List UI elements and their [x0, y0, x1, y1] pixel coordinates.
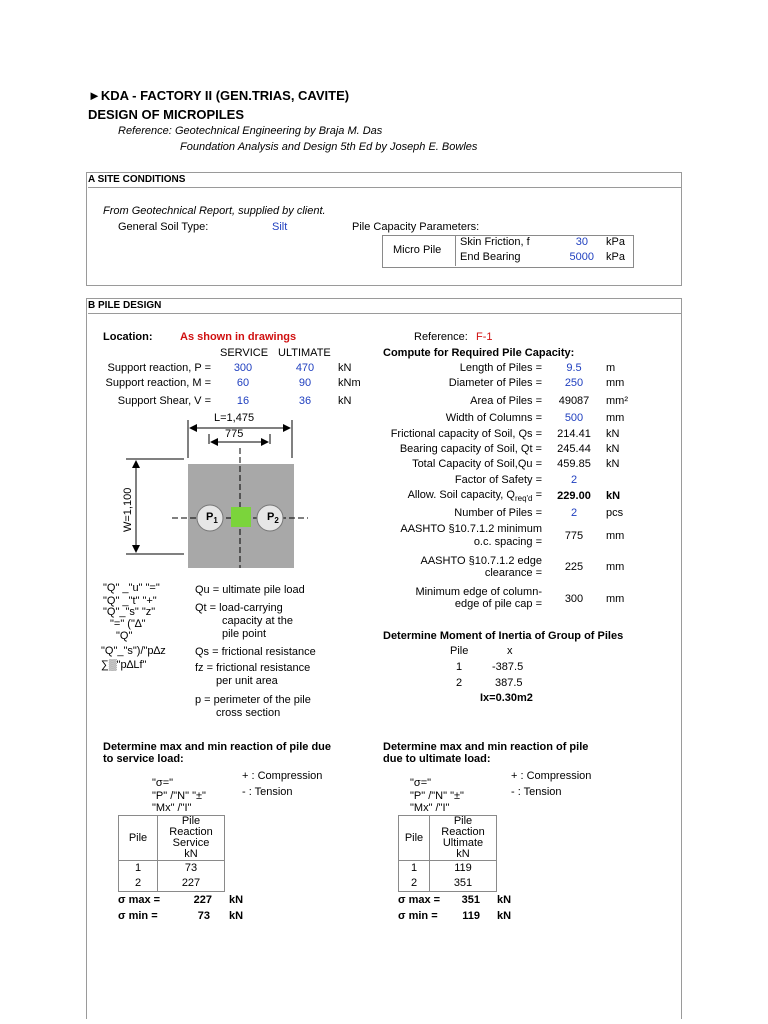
reference-label: Reference: — [118, 125, 172, 137]
inertia-title: Determine Moment of Inertia of Group of Piles — [383, 630, 624, 642]
capacity-label: Total Capacity of Soil,Qu = — [412, 458, 542, 470]
pile-1-label — [206, 511, 218, 525]
capacity-label: Number of Piles = — [454, 507, 542, 519]
table-cell: 119 — [454, 862, 472, 874]
equation-garble: "Q"_"s" "z" — [103, 606, 156, 618]
load-label: Support reaction, M = — [105, 377, 211, 389]
sigma-max-unit: kN — [497, 894, 512, 906]
sigma-formula: "Mx" /"I" — [410, 802, 450, 814]
legend-qu: Qu = ultimate pile load — [195, 584, 305, 596]
allow-capacity-sub: req'd — [514, 494, 533, 504]
table-cell: 351 — [453, 877, 473, 889]
pile-design-header-bar — [88, 299, 681, 314]
aashto-spacing-unit: mm — [606, 530, 625, 542]
sigma-formula: "Mx" /"I" — [152, 802, 192, 814]
load-unit: kN — [338, 395, 352, 407]
capacity-label: Diameter of Piles = — [448, 377, 542, 389]
load-ultimate: 90 — [298, 377, 312, 389]
sigma-min-label: σ min = — [118, 910, 158, 922]
capacity-value: 9.5 — [566, 362, 582, 374]
capacity-value: 214.41 — [557, 428, 591, 440]
reaction-col — [158, 861, 225, 892]
end-bearing-value: 5000 — [569, 251, 594, 263]
sigma-min-value: 119 — [462, 910, 480, 922]
load-unit: kNm — [338, 377, 361, 389]
load-label: Support reaction, P = — [107, 362, 211, 374]
table-cell: 2 — [134, 877, 142, 889]
col-pile-header: Pile — [119, 816, 158, 861]
pile-2-label — [267, 511, 279, 525]
capacity-unit: kN — [606, 458, 620, 470]
pile-col — [119, 861, 158, 892]
soil-type-label: General Soil Type: — [118, 221, 209, 233]
ultimate-reaction-title: Determine max and min reaction of pile — [383, 741, 589, 753]
table-cell: 227 — [181, 877, 201, 889]
service-reaction-title: to service load: — [103, 753, 184, 765]
capacity-value: 459.85 — [557, 458, 591, 470]
reaction-header-line: Service — [172, 837, 210, 849]
capacity-label: Width of Columns = — [445, 412, 542, 424]
ultimate-reaction-table — [398, 815, 497, 892]
load-ultimate: 470 — [295, 362, 315, 374]
aashto-edge-unit: mm — [606, 561, 625, 573]
reaction-header-unit: kN — [456, 848, 470, 860]
capacity-unit: mm — [606, 412, 625, 424]
col-reaction-header — [158, 816, 225, 861]
capacity-label — [350, 489, 542, 503]
length-dimension: L=1,475 — [214, 412, 255, 424]
inertia-result: Ix=0.30m2 — [480, 692, 533, 704]
service-reaction-title: Determine max and min reaction of pile due — [103, 741, 331, 753]
capacity-unit — [606, 395, 628, 407]
capacity-unit: mm² — [606, 395, 628, 407]
site-note: From Geotechnical Report, supplied by client. — [103, 205, 326, 217]
sigma-formula: "σ=" — [152, 777, 174, 789]
load-ultimate: 36 — [298, 395, 312, 407]
equation-garble: "Q" — [116, 630, 133, 642]
capacity-label: Frictional capacity of Soil, Qs = — [390, 428, 542, 440]
pile-2-label-sub: 2 — [274, 516, 279, 526]
inertia-row-pile: 2 — [456, 677, 463, 689]
service-header: SERVICE — [220, 347, 269, 359]
sigma-formula: "P" /"N" "±" — [152, 790, 206, 802]
location-label: Location: — [103, 331, 153, 343]
capacity-unit: kN — [606, 428, 620, 440]
load-unit: kN — [338, 362, 352, 374]
load-service: 60 — [236, 377, 250, 389]
pile-type: Micro Pile — [393, 244, 442, 256]
site-conditions-heading: A SITE CONDITIONS — [88, 174, 186, 185]
table-cell: 1 — [410, 862, 418, 874]
table-cell: 73 — [184, 862, 198, 874]
soil-type-value: Silt — [272, 221, 288, 233]
pile-design-heading: B PILE DESIGN — [88, 300, 162, 311]
reference-f-value: F-1 — [476, 331, 493, 343]
project-title: ►KDA - FACTORY II (GEN.TRIAS, CAVITE) — [88, 88, 350, 103]
width-dimension — [100, 456, 134, 532]
aashto-spacing-label-2: o.c. spacing = — [473, 536, 542, 548]
inertia-col-pile: Pile — [450, 645, 469, 657]
col-reaction-header — [430, 816, 497, 861]
min-edge-label-2: edge of pile cap = — [454, 598, 542, 610]
sigma-formula: "σ=" — [410, 777, 432, 789]
column — [231, 507, 251, 527]
skin-friction-label: Skin Friction, f — [460, 236, 530, 248]
capacity-unit: m — [606, 362, 616, 374]
min-edge-value: 300 — [564, 593, 584, 605]
reaction-col — [430, 861, 497, 892]
capacity-unit: pcs — [606, 507, 624, 519]
ultimate-header: ULTIMATE — [278, 347, 331, 359]
capacity-value: 245.44 — [557, 443, 591, 455]
skin-friction-unit: kPa — [606, 236, 625, 248]
capacity-label: Area of Piles = — [470, 395, 542, 407]
legend-p: cross section — [216, 707, 281, 719]
col-pile-header: Pile — [399, 816, 430, 861]
reference-f-label: Reference: — [414, 331, 468, 343]
pile-2-label-text: P — [267, 511, 275, 523]
ultimate-reaction-title: due to ultimate load: — [383, 753, 491, 765]
sigma-max-label: σ max = — [398, 894, 441, 906]
reference-1: Geotechnical Engineering by Braja M. Das — [175, 125, 383, 137]
load-service: 300 — [233, 362, 253, 374]
table-cell: 2 — [410, 877, 418, 889]
legend-p: p = perimeter of the pile — [195, 694, 311, 706]
sigma-min-unit: kN — [229, 910, 244, 922]
service-reaction-table — [118, 815, 225, 892]
sigma-min-label: σ min = — [398, 910, 438, 922]
capacity-unit: kN — [606, 443, 620, 455]
inertia-row-pile: 1 — [456, 661, 463, 673]
allow-capacity-label: Allow. Soil capacity, Q — [407, 489, 515, 501]
legend-qt: capacity at the — [222, 615, 293, 627]
reaction-header-line: Pile — [181, 815, 201, 827]
tension-note: - : Tension — [511, 786, 562, 798]
reaction-header-line: Reaction — [441, 826, 485, 838]
sigma-min-unit: kN — [497, 910, 512, 922]
capacity-value: 250 — [564, 377, 584, 389]
table-cell: 1 — [134, 862, 142, 874]
capacity-value: 500 — [564, 412, 584, 424]
legend-qt: Qt = load-carrying — [195, 602, 283, 614]
aashto-spacing-value: 775 — [564, 530, 584, 542]
pile-1-label-text: P — [206, 511, 214, 523]
reaction-header-line: Ultimate — [442, 837, 484, 849]
capacity-label: Factor of Safety = — [454, 474, 542, 486]
capacity-value: 49087 — [558, 395, 590, 407]
min-edge-unit: mm — [606, 593, 625, 605]
params-title: Pile Capacity Parameters: — [352, 221, 480, 233]
load-service: 16 — [236, 395, 250, 407]
pile-cap-diagram — [112, 408, 312, 568]
skin-friction-value: 30 — [575, 236, 588, 248]
legend-fz: per unit area — [216, 675, 278, 687]
document-title: DESIGN OF MICROPILES — [88, 107, 245, 122]
compression-note: + : Compression — [511, 770, 592, 782]
pile-1-label-sub: 1 — [213, 516, 218, 526]
equation-garble: "Q"_"s")/"p∆z — [101, 645, 166, 657]
inertia-col-x: x — [507, 645, 513, 657]
location-value: As shown in drawings — [180, 331, 297, 343]
end-bearing-unit: kPa — [606, 251, 625, 263]
capacity-unit: mm — [606, 377, 625, 389]
reference-2: Foundation Analysis and Design 5th Ed by Joseph E. Bowles — [180, 141, 478, 153]
equation-garble: "=" ("∆" — [110, 618, 146, 630]
sigma-max-value: 227 — [193, 894, 212, 906]
legend-qs: Qs = frictional resistance — [195, 646, 316, 658]
aashto-edge-label-2: clearance = — [484, 567, 542, 579]
aashto-edge-label-1: AASHTO §10.7.1.2 edge — [420, 555, 542, 567]
aashto-edge-value: 225 — [564, 561, 584, 573]
legend-fz: fz = frictional resistance — [195, 662, 311, 674]
capacity-label: Bearing capacity of Soil, Qt = — [399, 443, 542, 455]
spacing-dimension: 775 — [225, 428, 244, 440]
divider — [455, 235, 456, 266]
tension-note: - : Tension — [242, 786, 293, 798]
reaction-header-unit: kN — [184, 848, 198, 860]
compute-title: Compute for Required Pile Capacity: — [383, 347, 575, 359]
inertia-row-x: 387.5 — [495, 677, 523, 689]
equation-garble: "Q" _"u" "=" — [103, 582, 160, 594]
capacity-label: Length of Piles = — [459, 362, 542, 374]
load-label: Support Shear, V = — [117, 395, 211, 407]
inertia-row-x: -387.5 — [492, 661, 524, 673]
sigma-min-value: 73 — [197, 910, 210, 922]
equation-garble: ∑▒"p∆Lf" — [101, 659, 147, 671]
allow-capacity-eq: = — [532, 489, 542, 501]
pile-col — [399, 861, 430, 892]
capacity-value: 2 — [570, 474, 578, 486]
aashto-spacing-label-1: AASHTO §10.7.1.2 minimum — [400, 523, 542, 535]
sigma-max-label: σ max = — [118, 894, 161, 906]
end-bearing-label: End Bearing — [460, 251, 521, 263]
capacity-unit: kN — [606, 490, 621, 502]
sigma-max-unit: kN — [229, 894, 244, 906]
reaction-header-line: Pile — [453, 815, 473, 827]
sigma-max-value: 351 — [461, 894, 480, 906]
min-edge-label-1: Minimum edge of column- — [415, 586, 542, 598]
capacity-value: 229.00 — [557, 490, 591, 502]
legend-qt: pile point — [222, 628, 267, 640]
sigma-formula: "P" /"N" "±" — [410, 790, 464, 802]
capacity-value: 2 — [570, 507, 578, 519]
equation-garble: "Q" _"t" "+" — [103, 595, 157, 607]
reaction-header-line: Reaction — [169, 826, 213, 838]
compression-note: + : Compression — [242, 770, 323, 782]
width-dimension-text: W=1,100 — [122, 487, 134, 532]
